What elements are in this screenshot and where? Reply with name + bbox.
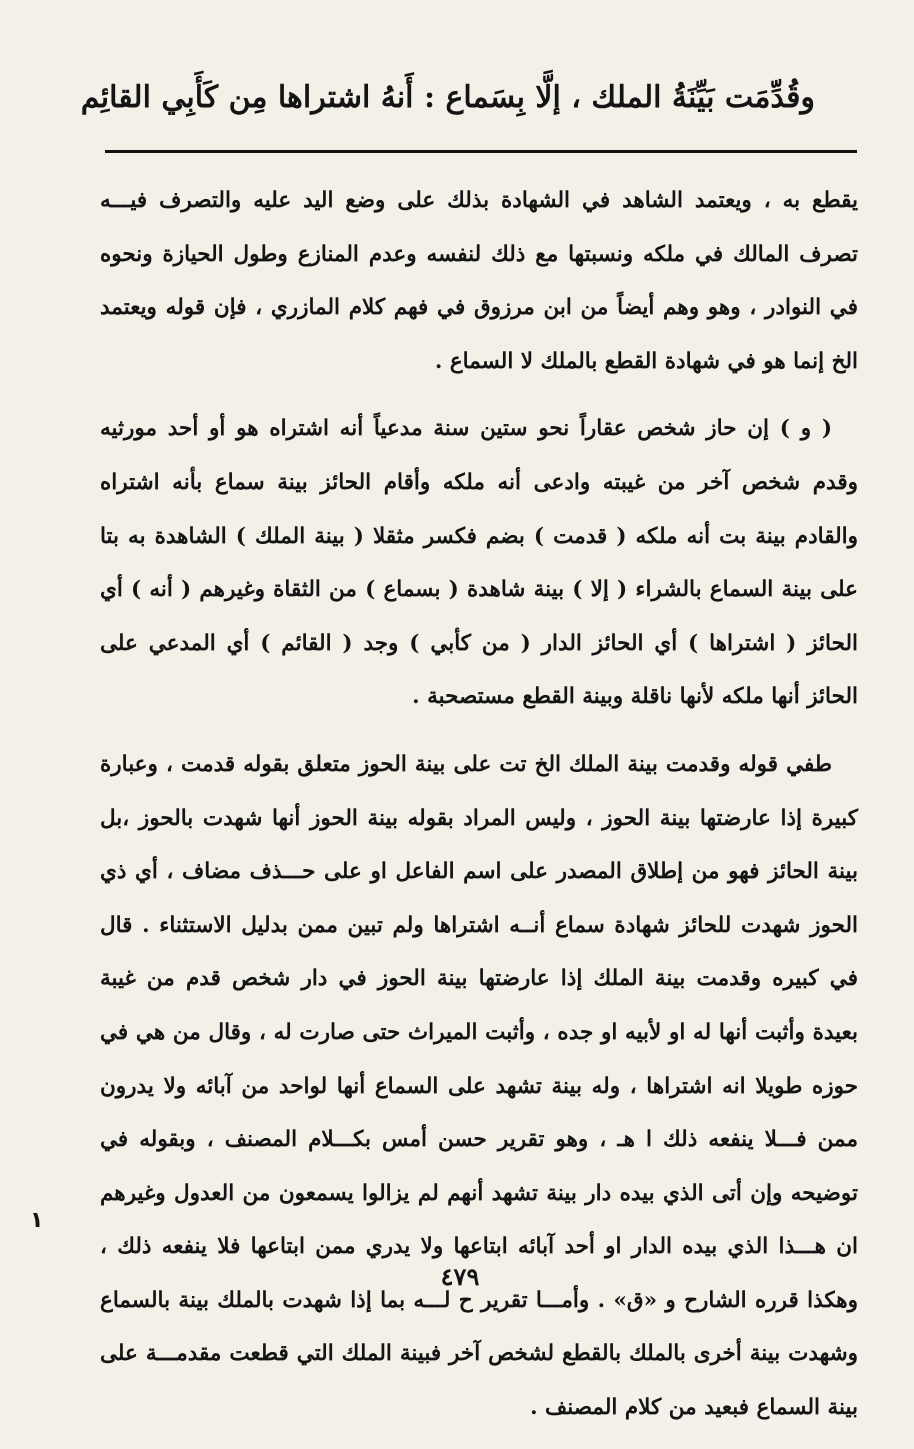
paragraph: طفي قوله وقدمت بينة الملك الخ تت على بينة الحوز متعلق بقوله قدمت ، وعبارة كبيرة إذا عارضتها بينة الحوز ، وليس المراد بقوله بينة الحوز أنها شهدت بالحوز ،بل بينة الحائز فهو من إطلاق المصدر على اسم الفاعل او على حـــذف مضاف ، أي ذي الحوز شهدت للحائز شهادة سماع أنــه اشتراها ولم تبين ممن بدليل الاستثناء . قال في كبيره وقدمت بينة الملك إذا عارضتها بينة الحوز في دار شخص قدم من غيبة بعيدة وأثبت أنها له او لأبيه او جده ، وأثبت الميراث حتى صارت له ، وقال من هي في حوزه طويلا انه اشتراها ، وله بينة تشهد على السماع أنها لواحد من آبائه ولا يدرون ممن فـــلا ينفعه ذلك ا هـ ، وهو تقرير حسن أمس بكـــلام المصنف ، وبقوله في توضيحه وإن أتى الذي بيده دار بينة تشهد أنهم لم يزالوا يسمعون من العدول وغيرهم ان هـــذا الذي بيده الدار او أحد آبائه ابتاعها ولا يدري ممن ابتاعها فلا ينفعه ذلك ، وهكذا قرره الشارح و «ق» . وأمـــا تقرير ح لـــه بما إذا شهدت بالملك بينة بالسماع وشهدت بينة أخرى بالملك بالقطع لشخص آخر فبينة الملك التي قطعت مقدمـــة على بينة السماع فبعيد من كلام المصنف . [100, 751, 858, 1421]
body-text [100, 174, 858, 1449]
paragraph: ( و ) إن حاز شخص عقاراً نحو ستين سنة مدعياً أنه اشتراه هو أو أحد مورثيه وقدم شخص آخر من غيبته وادعى أنه ملكه وأقام الحائز بينة سماع بأنه اشتراه والقادم بينة بت أنه ملكه ( قدمت ) بضم فكسر مثقلا ( بينة الملك ) الشاهدة به بتا على بينة السماع بالشراء ( إلا ) بينة شاهدة ( بسماع ) من الثقاة وغيرهم ( أنه ) أي الحائز ( اشتراها ) أي الحائز الدار ( من كأبي ) وجد ( القائم ) أي المدعي على الحائز أنها ملكه لأنها ناقلة وبينة القطع مستصحبة . [100, 416, 858, 710]
header-divider [105, 150, 857, 153]
paragraph: يقطع به ، ويعتمد الشاهد في الشهادة بذلك على وضع اليد عليه والتصرف فيـــه تصرف المالك في ملكه ونسبتها مع ذلك لنفسه وعدم المنازع وطول الحيازة ونحوه في النوادر ، وهو وهم أيضاً من ابن مرزوق في فهم كلام المازري ، فإن قوله ويعتمد الخ إنما هو في شهادة القطع بالملك لا السماع . [100, 188, 858, 374]
margin-mark: ١ [30, 1208, 44, 1233]
page-number: ٤٧٩ [440, 1262, 480, 1291]
page-header-verse: وقُدِّمَت بَيِّنَةُ الملك ، إلَّا بِسَماع : أَنهُ اشتراها مِن كَأَبِي القائِم [80, 80, 815, 115]
